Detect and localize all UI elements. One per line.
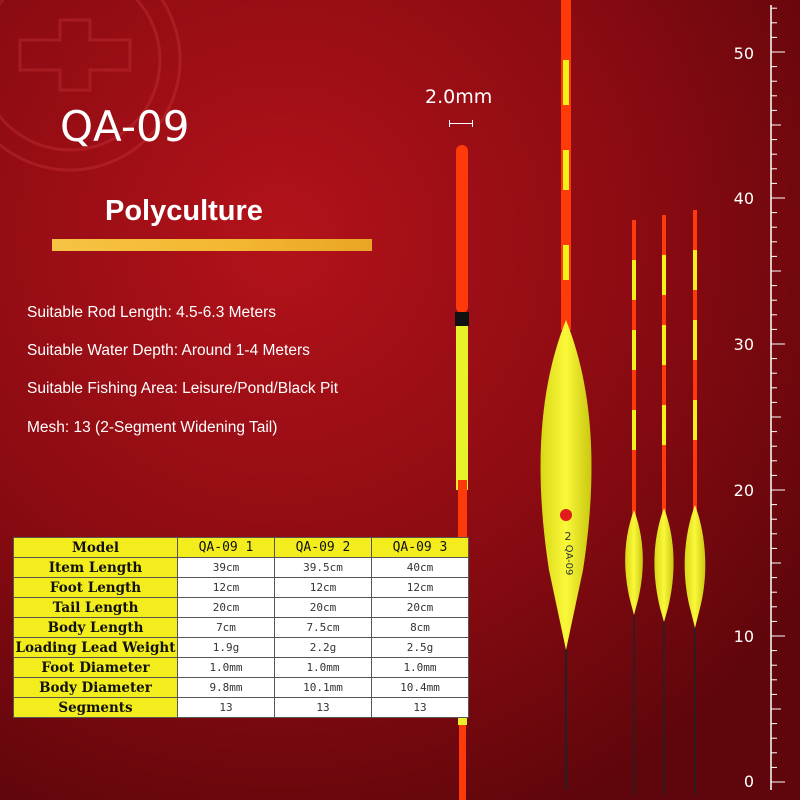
table-row <box>14 598 469 618</box>
row-label: Body Length <box>14 618 178 638</box>
cell: 9.8mm <box>178 678 275 698</box>
float-model-text: QA-09 <box>563 544 574 576</box>
cell: 2.2g <box>275 638 372 658</box>
table-row <box>14 558 469 578</box>
cell: 13 <box>372 698 469 718</box>
cell: 40cm <box>372 558 469 578</box>
cell: 20cm <box>275 598 372 618</box>
cell: 1.0mm <box>178 658 275 678</box>
table-row <box>14 678 469 698</box>
cell: 7.5cm <box>275 618 372 638</box>
ruler-label-10: 10 <box>733 627 754 646</box>
cell: 8cm <box>372 618 469 638</box>
cell: 20cm <box>178 598 275 618</box>
row-label: Tail Length <box>14 598 178 618</box>
spec-table <box>13 537 469 718</box>
cell: 12cm <box>178 578 275 598</box>
cell: 13 <box>178 698 275 718</box>
cell: 12cm <box>372 578 469 598</box>
table-header-row <box>14 538 469 558</box>
table-header-qa09-3: QA-09 3 <box>372 538 469 558</box>
cell: 13 <box>275 698 372 718</box>
row-label: Loading Lead Weight <box>15 639 176 656</box>
table-row <box>14 618 469 638</box>
ruler-label-20: 20 <box>733 481 754 500</box>
table-row <box>14 578 469 598</box>
scale-bar <box>449 120 473 127</box>
table-header-model: Model <box>14 538 178 558</box>
cell: 2.5g <box>372 638 469 658</box>
cell: 39.5cm <box>275 558 372 578</box>
ruler-label-0: 0 <box>743 772 754 791</box>
table-row <box>14 698 469 718</box>
category-underline <box>52 239 372 251</box>
row-label: Segments <box>14 698 178 718</box>
table-header-qa09-1: QA-09 1 <box>178 538 275 558</box>
row-label: Foot Diameter <box>14 658 178 678</box>
row-label: Item Length <box>14 558 178 578</box>
row-label: Foot Length <box>14 578 178 598</box>
spec-fishing-area: Suitable Fishing Area: Leisure/Pond/Black Pit <box>27 380 339 397</box>
ruler-label-50: 50 <box>733 44 754 63</box>
table-header-qa09-2: QA-09 2 <box>275 538 372 558</box>
cell: 7cm <box>178 618 275 638</box>
scale-note: 2.0mm <box>425 86 493 108</box>
spec-rod-length: Suitable Rod Length: 4.5-6.3 Meters <box>27 304 277 321</box>
row-label: Body Diameter <box>14 678 178 698</box>
table-row <box>14 638 469 658</box>
float-digit: 2 <box>564 530 572 543</box>
cell: 12cm <box>275 578 372 598</box>
model-title: QA-09 <box>60 102 190 151</box>
cell: 20cm <box>372 598 469 618</box>
ruler-label-30: 30 <box>733 335 754 354</box>
cell: 39cm <box>178 558 275 578</box>
cell: 1.9g <box>178 638 275 658</box>
category-label: Polyculture <box>105 195 263 227</box>
spec-water-depth: Suitable Water Depth: Around 1-4 Meters <box>27 342 310 359</box>
cell: 10.4mm <box>372 678 469 698</box>
table-row <box>14 658 469 678</box>
cell: 1.0mm <box>372 658 469 678</box>
spec-mesh: Mesh: 13 (2-Segment Widening Tail) <box>27 419 278 436</box>
ruler-label-40: 40 <box>733 189 754 208</box>
cell: 1.0mm <box>275 658 372 678</box>
cell: 10.1mm <box>275 678 372 698</box>
